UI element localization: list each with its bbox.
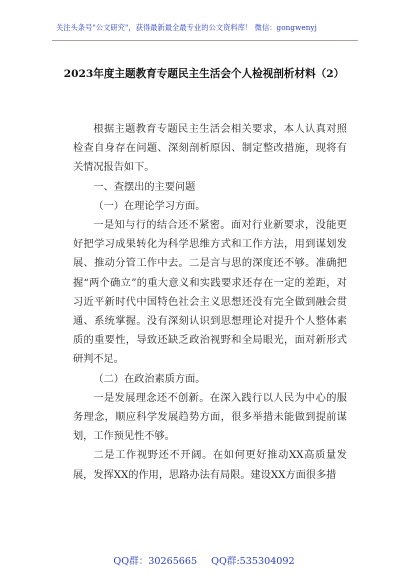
subsection-heading-1: （一）在理论学习方面。 — [93, 200, 206, 212]
footer-qq-group-2: QQ群:535304092 — [211, 556, 295, 567]
footer — [0, 553, 408, 567]
paragraph-development: 一是发展理念还不创新。在深入践行以人民为中心的服务理念，顺应科学发展趋势方面，很多举措未能做到提前谋划，工作预见性不够。 — [73, 392, 347, 443]
header-notice: 关注头条号"公文研究"，获得最新最全最专业的公文资料库！ 微信：gongwenyj — [56, 23, 317, 32]
subsection-heading-2: （二）在政治素质方面。 — [93, 373, 206, 385]
document-title: 2023年度主题教育专题民主生活会个人检视剖析材料（2） — [63, 68, 345, 80]
document-body — [73, 120, 347, 485]
paragraph-theory: 一是知与行的结合还不紧密。面对行业新要求，没能更好把学习成果转化为科学思维方式和工作方法，用到谋划发展、推动分管工作中去。二是言与思的深度还不够。准确把握“两个确立”的重大意义和实践要求还存在一定的差距，对习近平新时代中国特色社会主义思想还没有完全做到融会贯通、系统掌握。没有深刻认识到思想理论对提升个人整体素质的重要性，导致还缺乏政治视野和全局眼光，面对新形式研判不足。 — [73, 220, 347, 366]
footer-qq-group-1: QQ群：30265665 — [113, 556, 198, 567]
section-heading-1: 一、查摆出的主要问题 — [93, 181, 196, 193]
paragraph-vision: 二是工作视野还不开阔。在如何更好推动XX高质量发展，发挥XX的作用，思路办法有局限。建设XX方面很多措 — [73, 450, 347, 481]
paragraph-intro: 根据主题教育专题民主生活会相关要求，本人认真对照检查自身存在问题、深刻剖析原因、制定整改措施，现将有关情况报告如下。 — [73, 124, 347, 174]
